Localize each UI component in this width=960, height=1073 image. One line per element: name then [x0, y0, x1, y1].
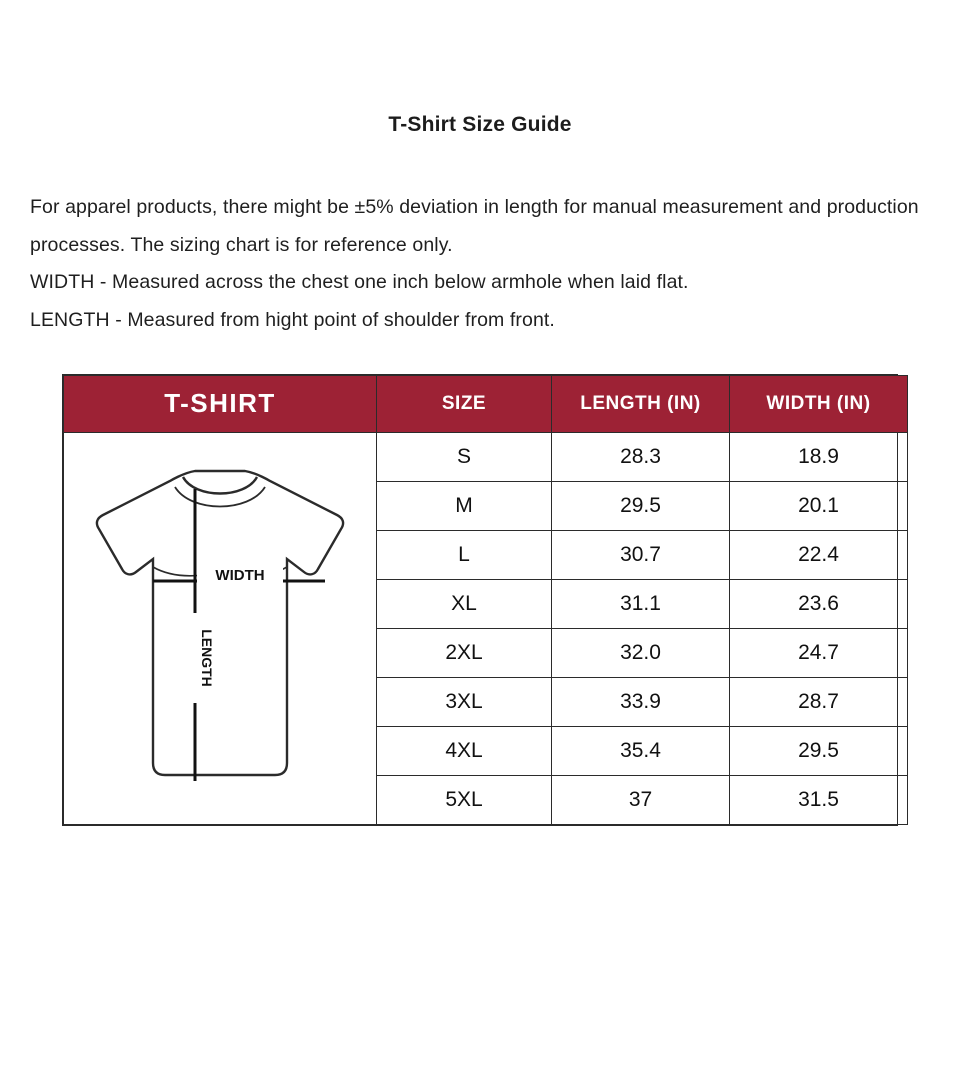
tshirt-diagram-cell [64, 432, 377, 824]
cell-size: 3XL [377, 677, 552, 726]
cell-size: S [377, 432, 552, 481]
intro-line-3: LENGTH - Measured from hight point of shoulder from front. [30, 308, 555, 331]
cell-width: 23.6 [730, 579, 908, 628]
header-width: WIDTH (IN) [730, 375, 908, 432]
size-table-container [62, 374, 898, 826]
cell-width: 22.4 [730, 530, 908, 579]
cell-length: 28.3 [552, 432, 730, 481]
intro-line-1: For apparel products, there might be ±5% deviation in length for manual measurement and production processes. The sizing chart is for reference only. [30, 196, 919, 256]
table-row [64, 432, 908, 481]
size-table-body [64, 432, 908, 824]
cell-length: 31.1 [552, 579, 730, 628]
cell-length: 29.5 [552, 481, 730, 530]
cell-length: 35.4 [552, 726, 730, 775]
cell-size: 5XL [377, 775, 552, 824]
cell-length: 37 [552, 775, 730, 824]
tshirt-diagram-icon [64, 433, 376, 824]
diagram-width-label: WIDTH [215, 567, 265, 584]
cell-width: 20.1 [730, 481, 908, 530]
intro-line-2: WIDTH - Measured across the chest one inch below armhole when laid flat. [30, 271, 689, 294]
cell-length: 32.0 [552, 628, 730, 677]
table-header-row [64, 375, 908, 432]
cell-size: 2XL [377, 628, 552, 677]
cell-size: L [377, 530, 552, 579]
cell-width: 24.7 [730, 628, 908, 677]
cell-length: 30.7 [552, 530, 730, 579]
page-title: T-Shirt Size Guide [388, 113, 572, 136]
size-table-header [64, 375, 908, 432]
header-brand: T-SHIRT [64, 375, 377, 432]
cell-size: 4XL [377, 726, 552, 775]
header-length: LENGTH (IN) [552, 375, 730, 432]
cell-size: XL [377, 579, 552, 628]
cell-width: 29.5 [730, 726, 908, 775]
cell-size: M [377, 481, 552, 530]
size-guide-page [0, 113, 960, 1073]
cell-width: 18.9 [730, 432, 908, 481]
header-size: SIZE [377, 375, 552, 432]
diagram-length-label: LENGTH [199, 629, 215, 687]
cell-length: 33.9 [552, 677, 730, 726]
cell-width: 31.5 [730, 775, 908, 824]
size-table [63, 375, 908, 825]
intro-text [30, 137, 930, 340]
cell-width: 28.7 [730, 677, 908, 726]
